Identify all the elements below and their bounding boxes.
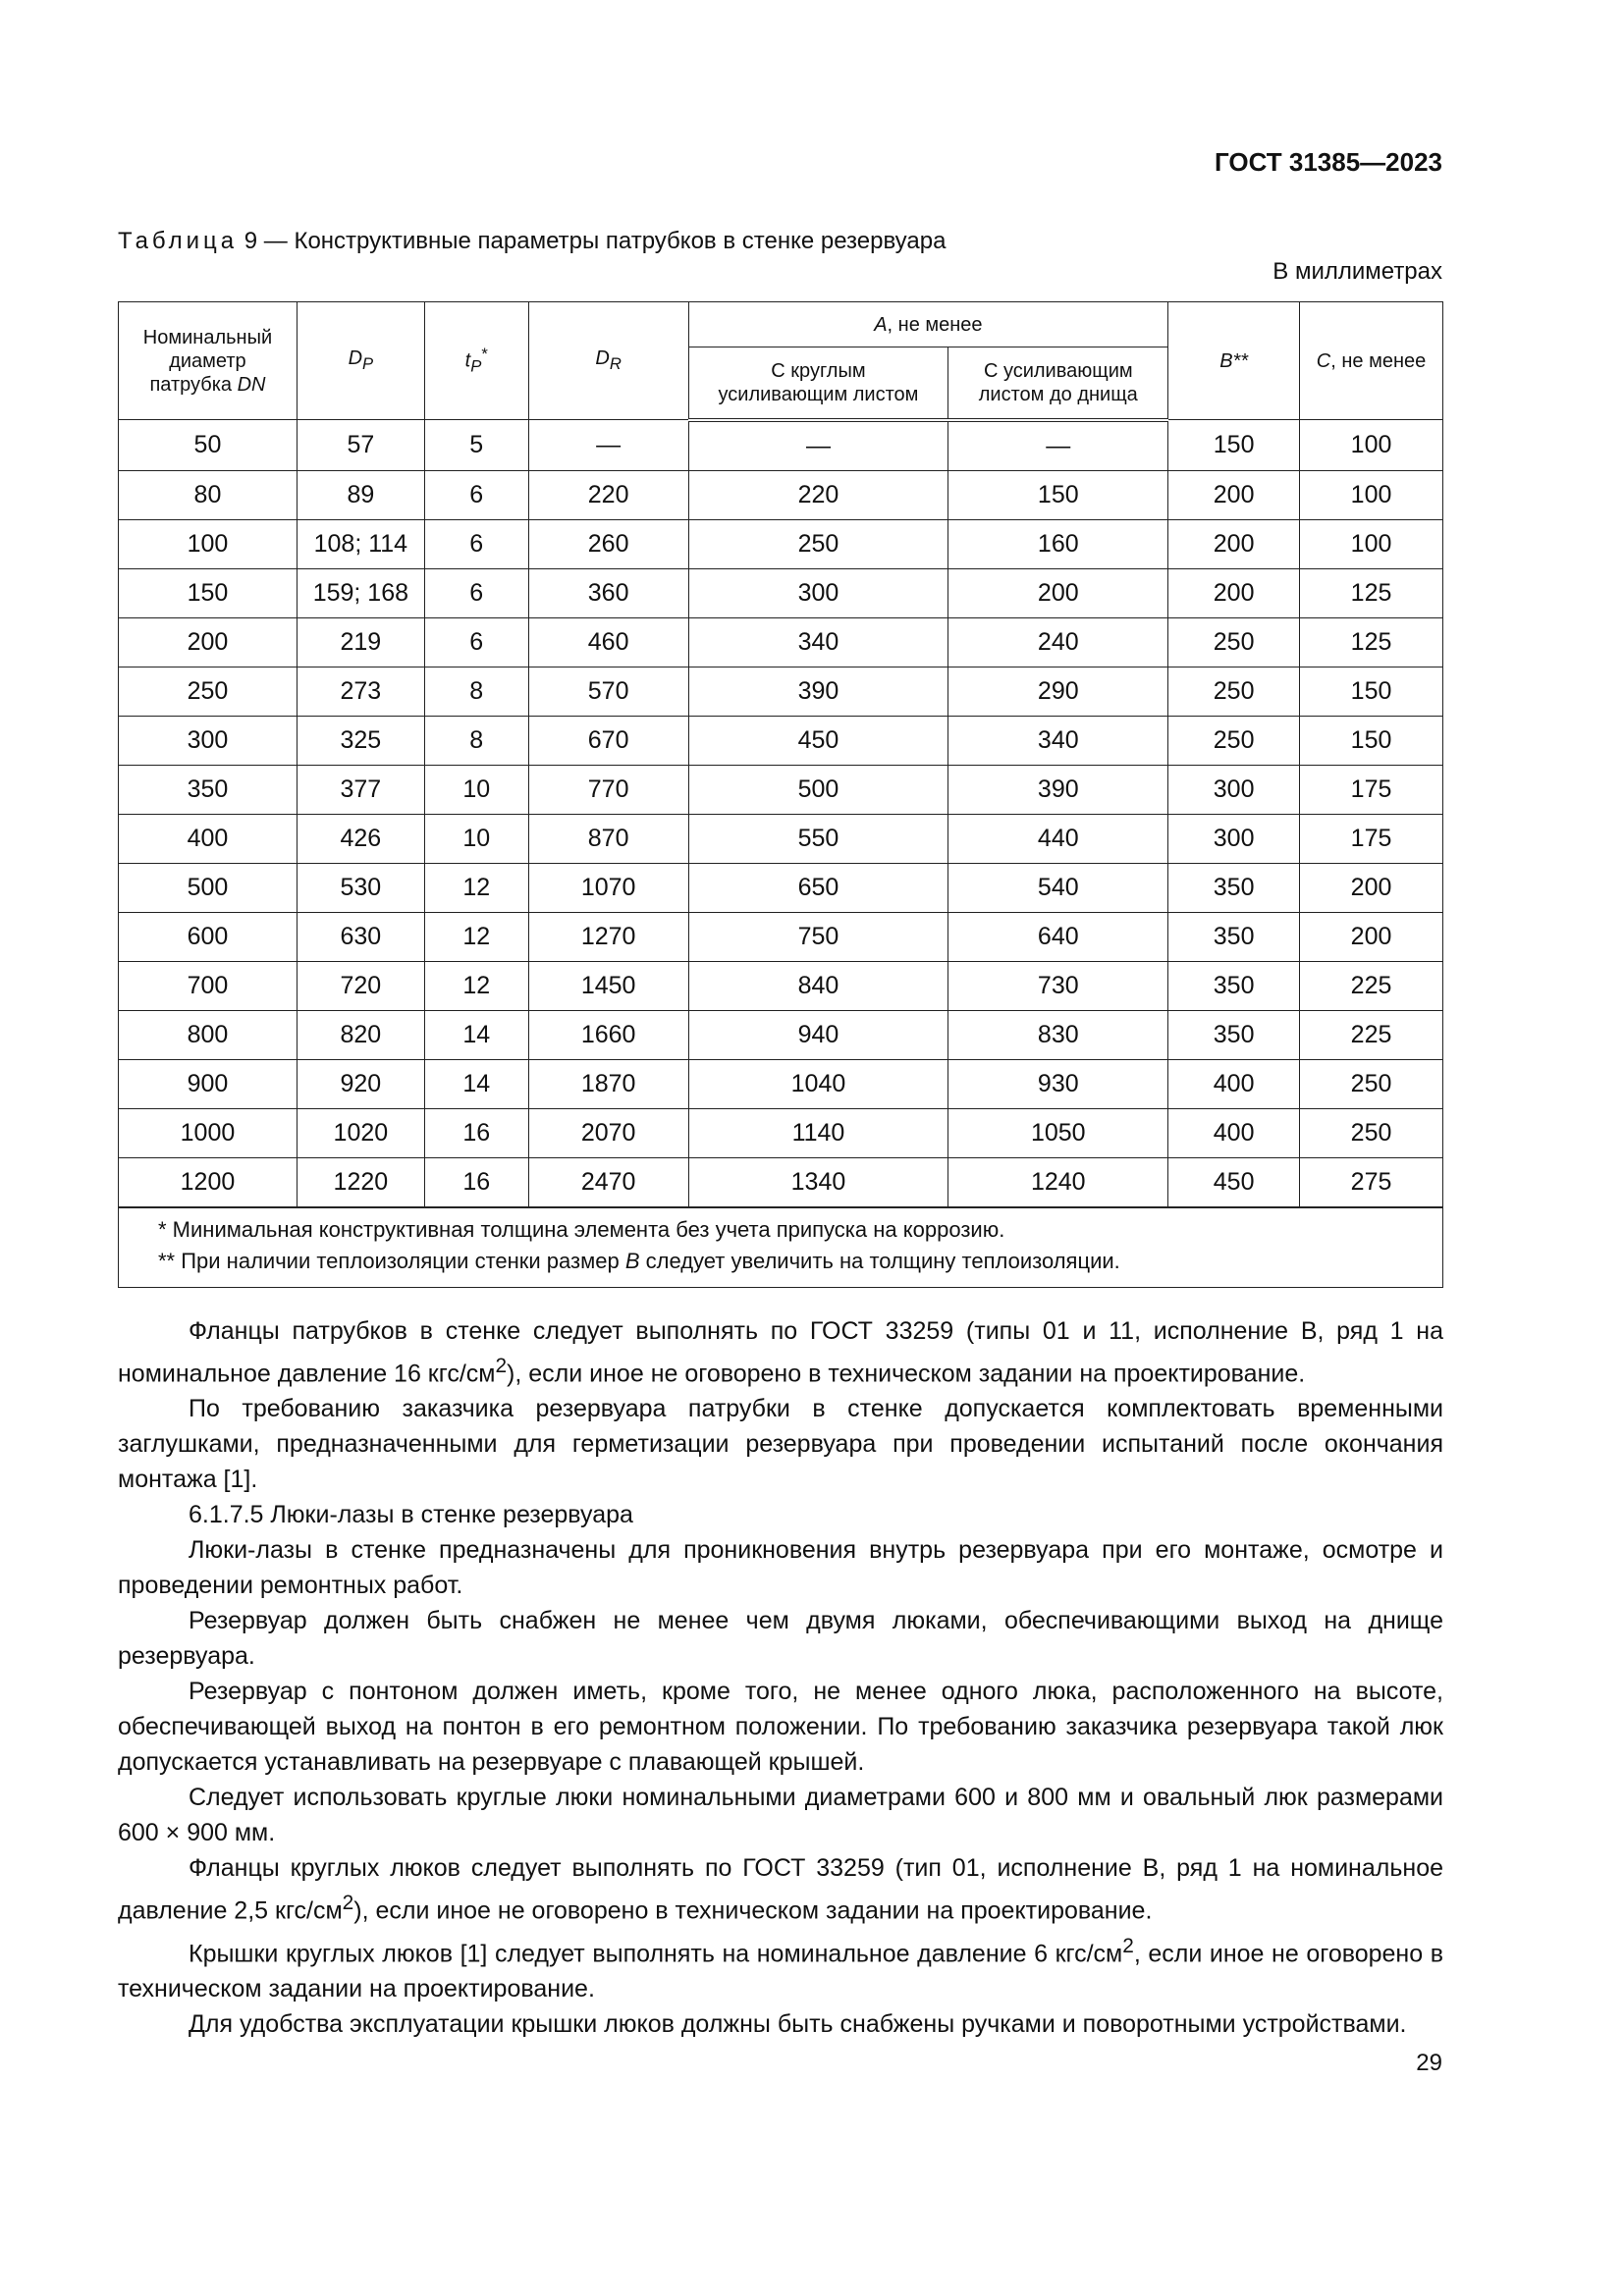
col-tp: $t_P^*$ — [424, 302, 528, 420]
table-row — [119, 519, 1443, 568]
table-cell: 350 — [1168, 912, 1300, 961]
table-cell: 6 — [424, 568, 528, 617]
table-cell: 125 — [1300, 617, 1443, 667]
table-cell: 730 — [948, 961, 1168, 1010]
table-row — [119, 814, 1443, 863]
table-row — [119, 912, 1443, 961]
table-cell: 360 — [528, 568, 688, 617]
table-cell: 340 — [688, 617, 948, 667]
table-cell: 1200 — [119, 1157, 298, 1207]
body-text — [118, 1313, 1443, 2042]
paragraph: Резервуар с понтоном должен иметь, кроме того, не менее одного люка, расположенного на высоте, обеспечивающей выход на понтон в его ремонтном положении. По требованию заказчика резервуара такой люк допускается устанавливать на резервуаре с плавающей крышей. — [118, 1678, 1443, 1777]
table-row — [119, 568, 1443, 617]
table-cell: 150 — [1300, 716, 1443, 765]
table-cell: 14 — [424, 1059, 528, 1108]
table-cell: 450 — [1168, 1157, 1300, 1207]
table-cell: 570 — [528, 667, 688, 716]
table-cell: 600 — [119, 912, 298, 961]
table-cell: 900 — [119, 1059, 298, 1108]
table-cell: 540 — [948, 863, 1168, 912]
table-cell: 150 — [1168, 420, 1300, 471]
table-cell: 175 — [1300, 814, 1443, 863]
table-cell: 1040 — [688, 1059, 948, 1108]
footnote-2: ** При наличии теплоизоляции стенки размер B следует увеличить на толщину теплоизоляции. — [158, 1248, 1120, 1273]
table-cell: 390 — [948, 765, 1168, 814]
table-cell: 840 — [688, 961, 948, 1010]
table-cell: 250 — [1300, 1059, 1443, 1108]
table-cell: 1000 — [119, 1108, 298, 1157]
table-cell: 14 — [424, 1010, 528, 1059]
table-cell: 300 — [1168, 765, 1300, 814]
table-row — [119, 765, 1443, 814]
table-cell: — — [688, 420, 948, 471]
table-cell: 57 — [297, 420, 424, 471]
table-row — [119, 1010, 1443, 1059]
table-cell: 650 — [688, 863, 948, 912]
table-cell: 640 — [948, 912, 1168, 961]
paragraph: По требованию заказчика резервуара патрубки в стенке допускается комплектовать временными заглушками, предназначенными для герметизации резервуара при проведении испытаний после окончания монтажа [1]. — [118, 1395, 1443, 1494]
table-cell: 1270 — [528, 912, 688, 961]
table-cell: 250 — [1168, 667, 1300, 716]
col-dp: $D_P$ — [297, 302, 424, 420]
table-cell: 12 — [424, 912, 528, 961]
table-row — [119, 617, 1443, 667]
table-cell: 12 — [424, 961, 528, 1010]
table-cell: 200 — [1168, 568, 1300, 617]
table-cell: 1450 — [528, 961, 688, 1010]
table-cell: 300 — [119, 716, 298, 765]
table-cell: 250 — [119, 667, 298, 716]
table-cell: 220 — [528, 470, 688, 519]
table-cell: 100 — [1300, 420, 1443, 471]
table-cell: 100 — [1300, 470, 1443, 519]
table-cell: 250 — [1168, 617, 1300, 667]
table-cell: 8 — [424, 667, 528, 716]
table-cell: 350 — [119, 765, 298, 814]
table-row — [119, 667, 1443, 716]
table-cell: 450 — [688, 716, 948, 765]
table-cell: 1050 — [948, 1108, 1168, 1157]
col-dn: Номинальный диаметр патрубка DN — [119, 302, 298, 420]
table-cell: 1660 — [528, 1010, 688, 1059]
paragraph: Люки-лазы в стенке предназначены для проникновения внутрь резервуара при его монтаже, осмотре и проведении ремонтных работ. — [118, 1536, 1443, 1600]
table-cell: 10 — [424, 814, 528, 863]
table-cell: 250 — [1300, 1108, 1443, 1157]
table-cell: 1020 — [297, 1108, 424, 1157]
table-cell: 219 — [297, 617, 424, 667]
caption-title: 9 — Конструктивные параметры патрубков в стенке резервуара — [238, 228, 947, 254]
table-cell: 100 — [1300, 519, 1443, 568]
table-cell: 275 — [1300, 1157, 1443, 1207]
table-cell: 870 — [528, 814, 688, 863]
footnote-1: * Минимальная конструктивная толщина элемента без учета припуска на коррозию. — [158, 1216, 1005, 1242]
table-cell: 16 — [424, 1108, 528, 1157]
table-cell: 500 — [688, 765, 948, 814]
table-row — [119, 716, 1443, 765]
col-a2: С усиливающим листом до днища — [948, 347, 1168, 420]
table-cell: 820 — [297, 1010, 424, 1059]
col-dr: $D_R$ — [528, 302, 688, 420]
table-cell: 1220 — [297, 1157, 424, 1207]
paragraph: Крышки круглых люков [1] следует выполнять на номинальное давление 6 кгс/$см^2$, если иное не оговорено в техническом задании на проектирование. — [118, 1934, 1444, 2002]
table-cell: 159; 168 — [297, 568, 424, 617]
units-label: В миллиметрах — [1272, 258, 1442, 285]
table-cell: 460 — [528, 617, 688, 667]
table-cell: 8 — [424, 716, 528, 765]
table-cell: 240 — [948, 617, 1168, 667]
table-cell: 6 — [424, 617, 528, 667]
table-cell: 830 — [948, 1010, 1168, 1059]
table-row — [119, 961, 1443, 1010]
table-cell: 426 — [297, 814, 424, 863]
table-cell: 200 — [1300, 912, 1443, 961]
paragraph: Для удобства эксплуатации крышки люков должны быть снабжены ручками и поворотными устройствами. — [189, 2009, 1407, 2038]
table-row — [119, 1157, 1443, 1207]
table-cell: 50 — [119, 420, 298, 471]
table-cell: 250 — [688, 519, 948, 568]
table-cell: 89 — [297, 470, 424, 519]
col-c: C, не менее — [1300, 302, 1443, 420]
table-cell: 100 — [119, 519, 298, 568]
table-row — [119, 420, 1443, 471]
table-row — [119, 1108, 1443, 1157]
table-cell: 940 — [688, 1010, 948, 1059]
col-b: B** — [1168, 302, 1300, 420]
paragraph: Резервуар должен быть снабжен не менее чем двумя люками, обеспечивающими выход на днище резервуара. — [118, 1607, 1443, 1671]
table-cell: 400 — [1168, 1059, 1300, 1108]
table-cell: 920 — [297, 1059, 424, 1108]
table-cell: 200 — [1168, 470, 1300, 519]
table-cell: 2070 — [528, 1108, 688, 1157]
paragraph: Фланцы круглых люков следует выполнять по ГОСТ 33259 (тип 01, исполнение В, ряд 1 на номинальное давление 2,5 кгс/$см^2$), если иное не оговорено в техническом задании на проектирование. — [118, 1854, 1443, 1925]
table-cell: 630 — [297, 912, 424, 961]
table-cell: 350 — [1168, 961, 1300, 1010]
table-cell: 300 — [1168, 814, 1300, 863]
table-cell: 150 — [119, 568, 298, 617]
table-cell: 250 — [1168, 716, 1300, 765]
table-row — [119, 470, 1443, 519]
table-cell: 220 — [688, 470, 948, 519]
table-cell: 500 — [119, 863, 298, 912]
paragraph: Фланцы патрубков в стенке следует выполнять по ГОСТ 33259 (типы 01 и 11, исполнение В, ряд 1 на номинальное давление 16 кгс/$см^2$), если иное не оговорено в техническом задании на проектирование. — [118, 1317, 1443, 1388]
table-cell: 390 — [688, 667, 948, 716]
table-cell: 340 — [948, 716, 1168, 765]
table-row — [119, 1059, 1443, 1108]
table-cell: 400 — [1168, 1108, 1300, 1157]
table-cell: 225 — [1300, 961, 1443, 1010]
table-cell: 200 — [119, 617, 298, 667]
table-cell: 300 — [688, 568, 948, 617]
table-cell: 440 — [948, 814, 1168, 863]
table-footnotes — [119, 1207, 1443, 1288]
table-cell: 290 — [948, 667, 1168, 716]
table-cell: — — [528, 420, 688, 471]
col-a-group: A, не менее — [688, 302, 1168, 347]
table-cell: 16 — [424, 1157, 528, 1207]
table-cell: 108; 114 — [297, 519, 424, 568]
page-number: 29 — [1416, 2050, 1442, 2076]
table-cell: 770 — [528, 765, 688, 814]
table-cell: 225 — [1300, 1010, 1443, 1059]
table-cell: 260 — [528, 519, 688, 568]
col-a1: С круглым усиливающим листом — [688, 347, 948, 420]
paragraph: Следует использовать круглые люки номинальными диаметрами 600 и 800 мм и овальный люк размерами 600 × 900 мм. — [118, 1784, 1443, 1847]
table-cell: 550 — [688, 814, 948, 863]
table-cell: 80 — [119, 470, 298, 519]
table-row — [119, 863, 1443, 912]
table-cell: 400 — [119, 814, 298, 863]
table-cell: 160 — [948, 519, 1168, 568]
table-cell: 930 — [948, 1059, 1168, 1108]
table-cell: 125 — [1300, 568, 1443, 617]
table-cell: 5 — [424, 420, 528, 471]
table-cell: 377 — [297, 765, 424, 814]
table-cell: 200 — [948, 568, 1168, 617]
table-cell: 12 — [424, 863, 528, 912]
caption-prefix: Таблица — [118, 228, 239, 254]
table-cell: 530 — [297, 863, 424, 912]
table-cell: 1340 — [688, 1157, 948, 1207]
table-cell: 1240 — [948, 1157, 1168, 1207]
table-cell: 10 — [424, 765, 528, 814]
table-cell: — — [948, 420, 1168, 471]
table-cell: 175 — [1300, 765, 1443, 814]
data-table — [118, 301, 1443, 1288]
table-cell: 150 — [948, 470, 1168, 519]
table-cell: 720 — [297, 961, 424, 1010]
table-cell: 1870 — [528, 1059, 688, 1108]
table-cell: 700 — [119, 961, 298, 1010]
document-header: ГОСТ 31385—2023 — [1215, 147, 1442, 177]
table-cell: 6 — [424, 470, 528, 519]
table-cell: 273 — [297, 667, 424, 716]
table-cell: 1140 — [688, 1108, 948, 1157]
table-cell: 800 — [119, 1010, 298, 1059]
table-caption — [118, 228, 946, 255]
table-cell: 6 — [424, 519, 528, 568]
section-heading: 6.1.7.5 Люки-лазы в стенке резервуара — [189, 1501, 633, 1529]
table-cell: 750 — [688, 912, 948, 961]
table-cell: 325 — [297, 716, 424, 765]
table-cell: 670 — [528, 716, 688, 765]
table-cell: 2470 — [528, 1157, 688, 1207]
table-cell: 200 — [1168, 519, 1300, 568]
table-cell: 200 — [1300, 863, 1443, 912]
table-cell: 1070 — [528, 863, 688, 912]
table-cell: 150 — [1300, 667, 1443, 716]
table-cell: 350 — [1168, 863, 1300, 912]
table-cell: 350 — [1168, 1010, 1300, 1059]
